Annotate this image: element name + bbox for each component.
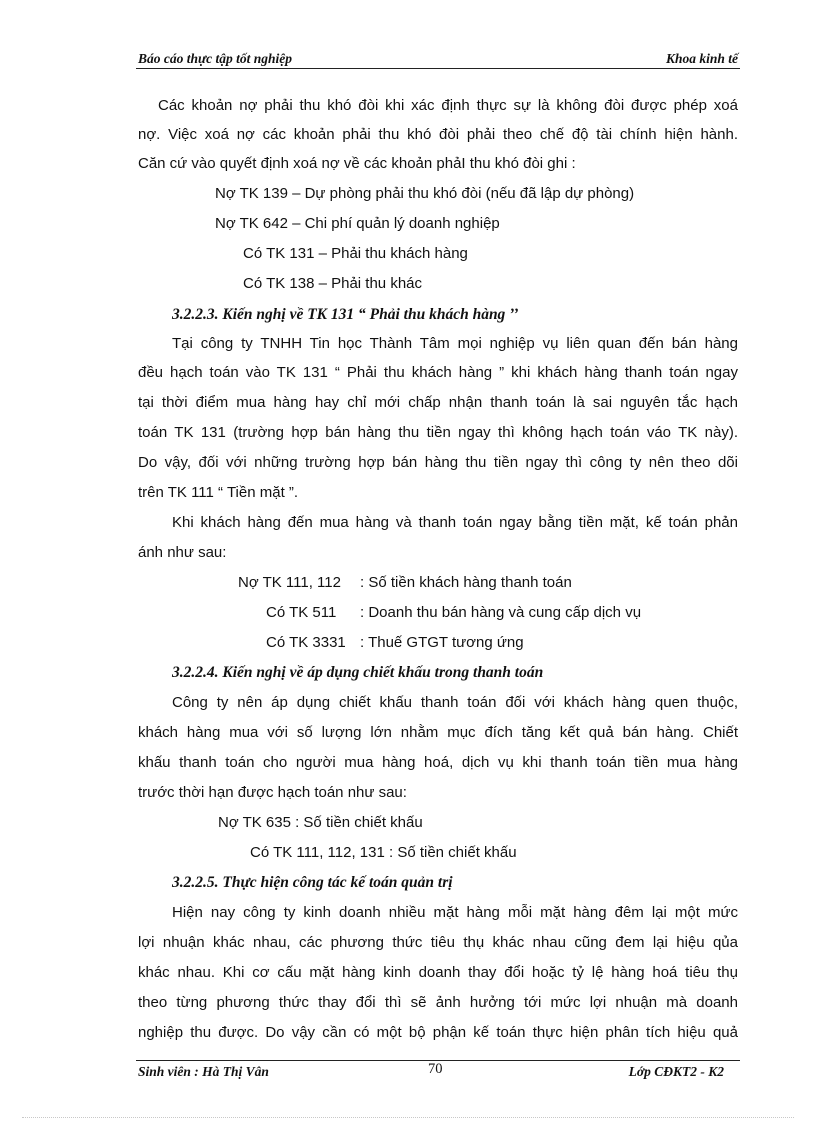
account-description: : Số tiền khách hàng thanh toán xyxy=(360,574,572,591)
paragraph-line: Hiện nay công ty kinh doanh nhiều mặt hàng mỗi mặt hàng đêm lại một mức xyxy=(172,904,738,921)
account-description: : Thuế GTGT tương ứng xyxy=(360,634,524,651)
page-header xyxy=(136,46,740,69)
paragraph-line: nghiệp thu được. Do vậy cần có một bộ phận kế toán thực hiện phân tích hiệu quả xyxy=(138,1024,738,1041)
journal-entry-line: Có TK 138 – Phải thu khác xyxy=(243,275,423,292)
paragraph-line: Công ty nên áp dụng chiết khấu thanh toán đối với khách hàng quen thuộc, xyxy=(172,694,738,711)
paragraph-line: Các khoản nợ phải thu khó đòi khi xác định thực sự là không đòi được phép xoá xyxy=(158,97,738,114)
paragraph-line: lợi nhuận khác nhau, các phương thức tiêu thụ khác nhau cũng đem lại hiệu qủa xyxy=(138,934,738,951)
footer-class: Lớp CĐKT2 - K2 xyxy=(628,1064,724,1079)
journal-entry-row xyxy=(238,571,658,595)
journal-entry-line: Nợ TK 139 – Dự phòng phải thu khó đòi (nếu đã lập dự phòng) xyxy=(215,185,635,202)
paragraph-line: theo từng phương thức thay đổi thì sẽ ảnh hưởng tới mức lợi nhuận mà doanh xyxy=(138,994,738,1011)
paragraph-line: khác nhau. Khi cơ cấu mặt hàng kinh doanh thay đổi hoặc tỷ lệ hàng hoá tiêu thụ xyxy=(138,964,738,981)
paragraph-line: tại thời điểm mua hàng hay chỉ mới chấp nhận thanh toán là sai nguyên tắc hạch xyxy=(138,394,738,411)
journal-entry-row xyxy=(266,601,686,625)
account-code: Có TK 3331 xyxy=(266,634,346,651)
paragraph-line: Căn cứ vào quyết định xoá nợ về các khoản phảI thu khó đòi ghi : xyxy=(138,155,576,172)
account-code: Có TK 511 xyxy=(266,604,337,621)
paragraph-line: khấu thanh toán cho người mua hàng hoá, dịch vụ khi thanh toán tiền mua hàng xyxy=(138,754,738,771)
paragraph-line: đều hạch toán vào TK 131 “ Phải thu khách hàng ” khi khách hàng thanh toán ngay xyxy=(138,364,738,381)
paragraph-line: toán TK 131 (trường hợp bán hàng thu tiền ngay thì không hạch toán váo TK này). xyxy=(138,424,738,441)
section-heading: 3.2.2.3. Kiến nghị về TK 131 “ Phải thu khách hàng ’’ xyxy=(172,306,519,323)
section-heading: 3.2.2.4. Kiến nghị về áp dụng chiết khấu trong thanh toán xyxy=(172,664,544,681)
journal-entry-line: Nợ TK 642 – Chi phí quản lý doanh nghiệp xyxy=(215,215,500,232)
paragraph-line: trước thời hạn được hạch toán như sau: xyxy=(138,784,407,801)
account-code: Nợ TK 111, 112 xyxy=(238,574,341,591)
paragraph-line: Do vậy, đối với những trường hợp bán hàng thu tiền ngay thì công ty nên theo dõi xyxy=(138,454,738,471)
paragraph-line: Tại công ty TNHH Tin học Thành Tâm mọi nghiệp vụ liên quan đến bán hàng xyxy=(172,335,738,352)
header-faculty: Khoa kinh tế xyxy=(665,51,738,66)
header-report-title: Báo cáo thực tập tốt nghiệp xyxy=(138,51,292,66)
paragraph-line: trên TK 111 “ Tiền mặt ”. xyxy=(138,484,299,501)
account-description: : Doanh thu bán hàng và cung cấp dịch vụ xyxy=(360,604,642,621)
journal-entry-line: Có TK 131 – Phải thu khách hàng xyxy=(243,245,468,262)
paragraph-line: ánh như sau: xyxy=(138,544,227,561)
page-bottom-divider xyxy=(22,1117,794,1118)
paragraph-line: nợ. Việc xoá nợ các khoản phải thu khó đòi phải theo chế độ tài chính hiện hành. xyxy=(138,126,738,143)
paragraph-line: Khi khách hàng đến mua hàng và thanh toán ngay bằng tiền mặt, kế toán phản xyxy=(172,514,738,531)
journal-entry-line: Nợ TK 635 : Số tiền chiết khấu xyxy=(218,814,423,831)
journal-entry-line: Có TK 111, 112, 131 : Số tiền chiết khấu xyxy=(250,844,517,861)
page-footer xyxy=(136,1060,740,1085)
section-heading: 3.2.2.5. Thực hiện công tác kế toán quản trị xyxy=(172,874,453,891)
footer-student-name: Sinh viên : Hà Thị Vân xyxy=(138,1064,269,1079)
page-number: 70 xyxy=(428,1061,443,1077)
paragraph-line: khách hàng mua với số lượng lớn nhằm mục đích tăng kết quả bán hàng. Chiết xyxy=(138,724,738,741)
journal-entry-row xyxy=(266,631,686,655)
